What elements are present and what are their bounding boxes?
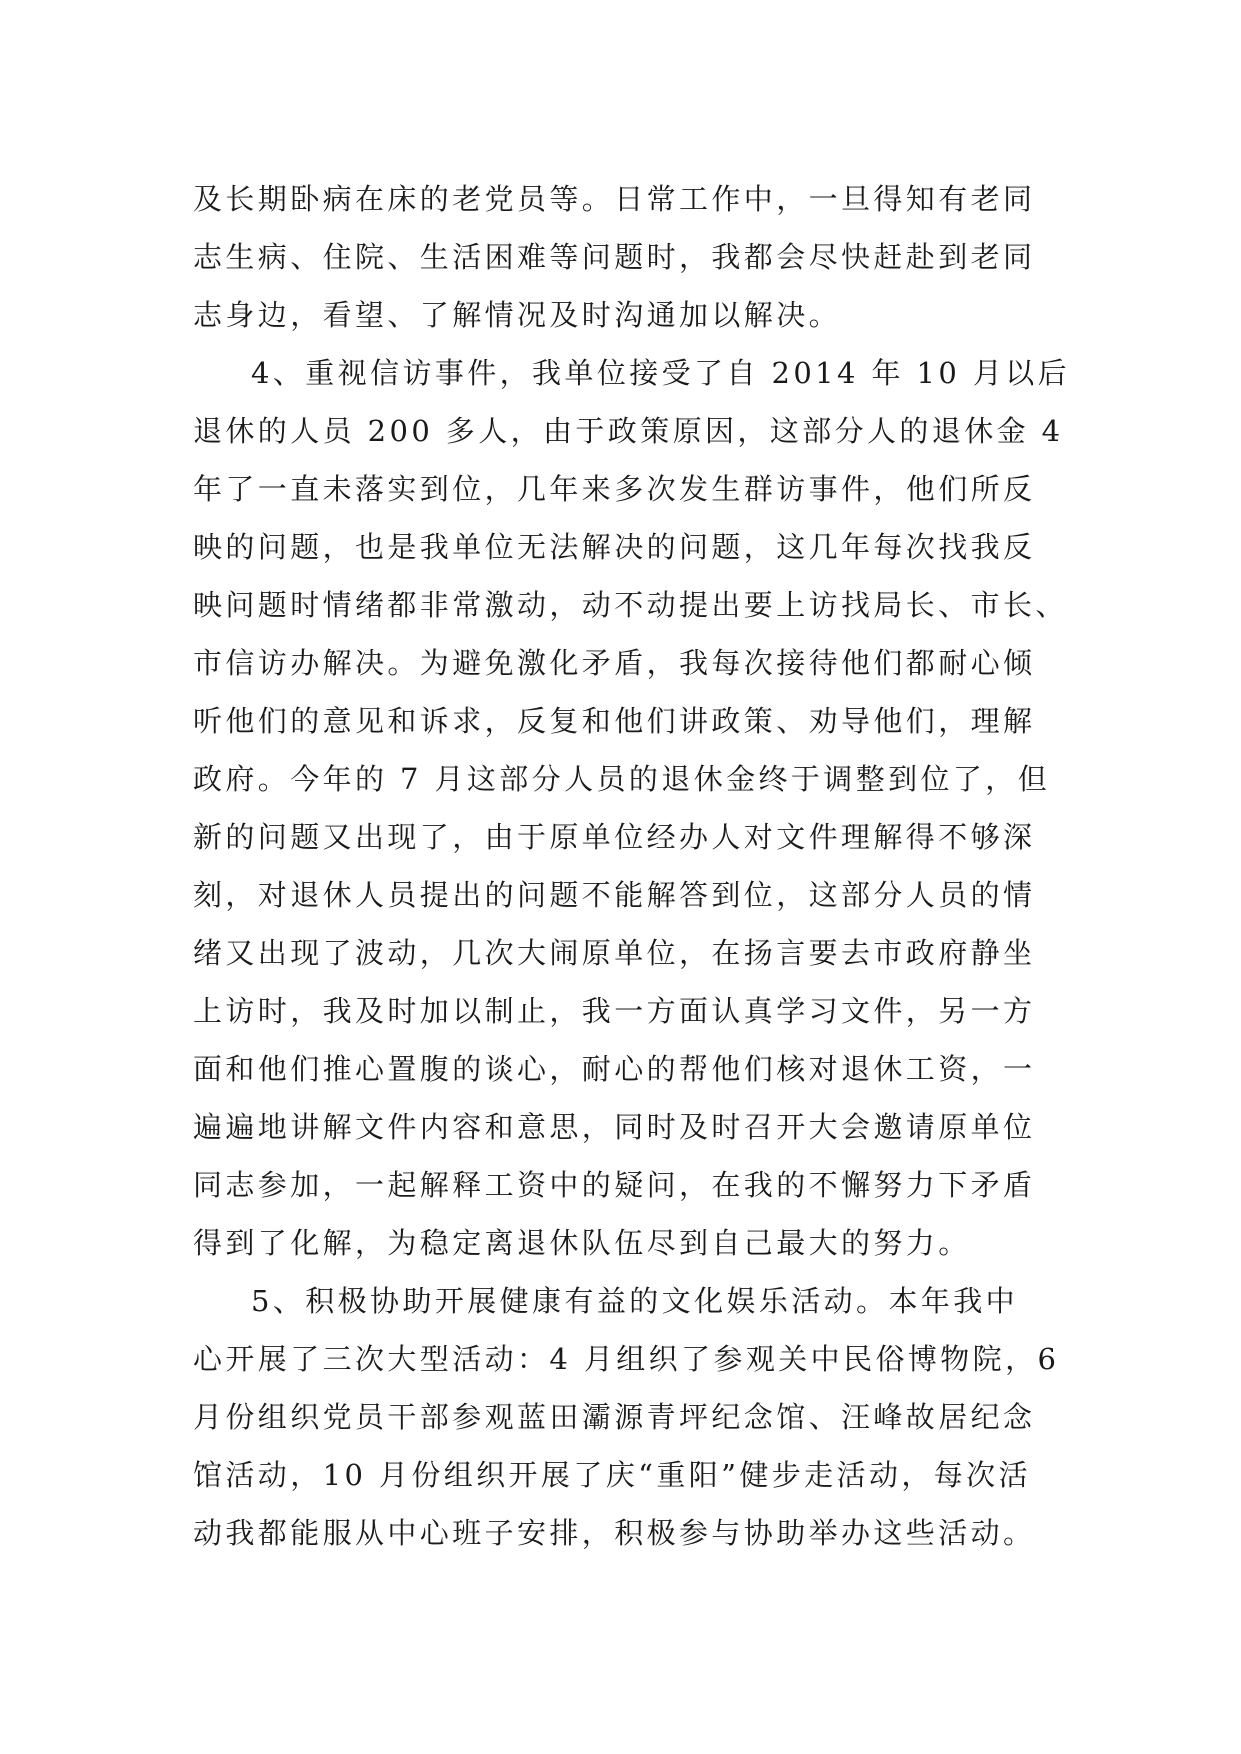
text-line: 得到了化解，为稳定离退休队伍尽到自己最大的努力。 — [193, 1226, 971, 1260]
text-line: 新的问题又出现了，由于原单位经办人对文件理解得不够深 — [193, 820, 1036, 854]
paragraph-3-tail — [193, 170, 1073, 344]
text-line: 遍遍地讲解文件内容和意思，同时及时召开大会邀请原单位 — [193, 1110, 1036, 1144]
text-line: 年了一直未落实到位，几年来多次发生群访事件，他们所反 — [193, 472, 1036, 506]
text-line: 志生病、住院、生活困难等问题时，我都会尽快赶赴到老同 — [193, 240, 1036, 274]
text-line: 映的问题，也是我单位无法解决的问题，这几年每次找我反 — [193, 530, 1036, 564]
text-line: 馆活动，10 月份组织开展了庆“重阳”健步走活动，每次活 — [193, 1458, 1031, 1492]
text-line: 绪又出现了波动，几次大闹原单位，在扬言要去市政府静坐 — [193, 936, 1036, 970]
text-line: 心开展了三次大型活动：4 月组织了参观关中民俗博物院，6 — [193, 1342, 1060, 1376]
text-line: 映问题时情绪都非常激动，动不动提出要上访找局长、市长、 — [193, 588, 1068, 622]
paragraph-5 — [193, 1272, 1073, 1562]
text-line: 听他们的意见和诉求，反复和他们讲政策、劝导他们，理解 — [193, 704, 1036, 738]
text-line: 月份组织党员干部参观蓝田灞源青坪纪念馆、汪峰故居纪念 — [193, 1400, 1036, 1434]
text-line: 志身边，看望、了解情况及时沟通加以解决。 — [193, 298, 842, 332]
text-line: 政府。今年的 7 月这部分人员的退休金终于调整到位了，但 — [193, 762, 1051, 796]
document-body — [193, 170, 1073, 1562]
text-line: 刻，对退休人员提出的问题不能解答到位，这部分人员的情 — [193, 878, 1036, 912]
text-line: 面和他们推心置腹的谈心，耐心的帮他们核对退休工资，一 — [193, 1052, 1036, 1086]
text-line: 退休的人员 200 多人，由于政策原因，这部分人的退休金 4 — [193, 414, 1064, 448]
text-line: 5、积极协助开展健康有益的文化娱乐活动。本年我中 — [251, 1284, 1019, 1318]
text-line: 市信访办解决。为避免激化矛盾，我每次接待他们都耐心倾 — [193, 646, 1036, 680]
text-line: 同志参加，一起解释工资中的疑问，在我的不懈努力下矛盾 — [193, 1168, 1036, 1202]
text-line: 4、重视信访事件，我单位接受了自 2014 年 10 月以后 — [251, 356, 1071, 390]
text-line: 上访时，我及时加以制止，我一方面认真学习文件，另一方 — [193, 994, 1036, 1028]
text-line: 动我都能服从中心班子安排，积极参与协助举办这些活动。 — [193, 1516, 1036, 1550]
paragraph-4 — [193, 344, 1073, 1272]
text-line: 及长期卧病在床的老党员等。日常工作中，一旦得知有老同 — [193, 182, 1036, 216]
